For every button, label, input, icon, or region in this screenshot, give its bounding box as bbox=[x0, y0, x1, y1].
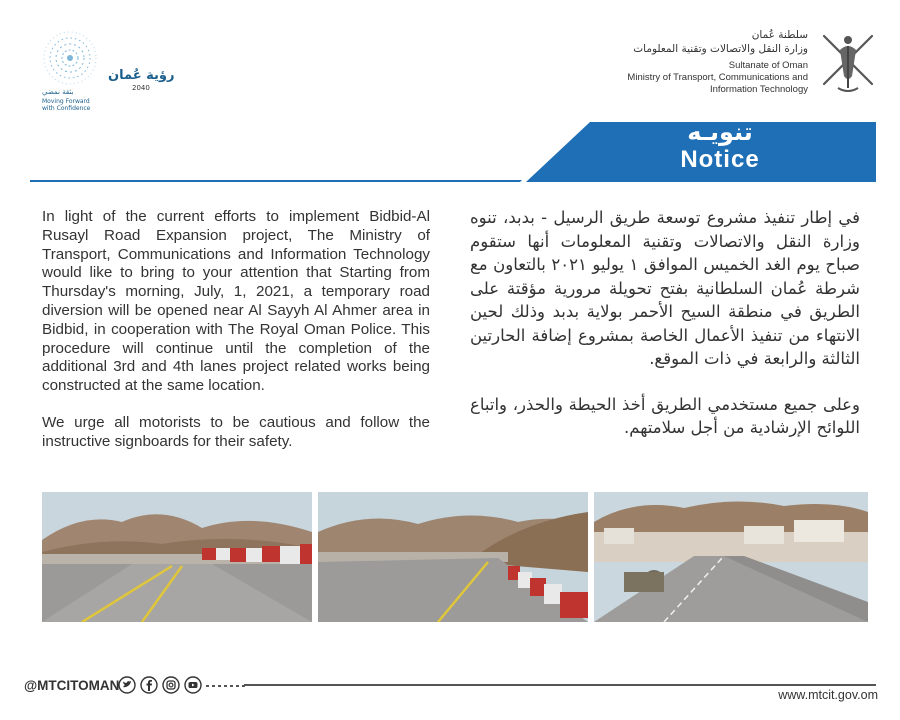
oman-vision-2040-logo bbox=[40, 28, 180, 112]
ministry-name-english bbox=[627, 60, 808, 96]
arabic-body bbox=[470, 206, 860, 462]
vision-tagline-ar: بثقة نمضي bbox=[42, 88, 74, 96]
vision-tagline-en-2: with Confidence bbox=[42, 105, 91, 112]
notice-title-ar: تنويـه bbox=[687, 118, 753, 146]
vision-swirl-icon bbox=[40, 28, 100, 92]
ministry-en-1: Ministry of Transport, Communications and bbox=[627, 72, 808, 83]
road-photo-1 bbox=[42, 492, 312, 622]
english-body bbox=[42, 208, 430, 470]
vision-year: 2040 bbox=[132, 84, 150, 92]
photo-strip bbox=[42, 492, 868, 622]
arabic-paragraph-1: في إطار تنفيذ مشروع توسعة طريق الرسيل - بدبد، تنوه وزارة النقل والاتصالات وتقنية المعلومات أنها ستقوم صباح يوم الغد الخميس الموافق ١ يوليو ٢٠٢١ بالتعاون مع شرطة عُمان السلطانية بفتح تحويلة مرورية مؤقتة على الطريق في منطقة السيح الأحمر بولاية بدبد وذلك لحين الانتهاء من تنفيذ الأعمال الخاصة بمشروع إضافة الحارتين الثالثة والرابعة في ذات الموقع. bbox=[470, 208, 860, 368]
website-link[interactable]: www.mtcit.gov.om bbox=[778, 688, 878, 702]
english-paragraph-1: In light of the current efforts to implement Bidbid-Al Rusayl Road Expansion project, The Ministry of Transport, Communications and Information Technology would like to bring to your attention that Starting from Thursday's morning, July, 1, 2021, a temporary road diversion will be opened near Al Sayyh Al Ahmer area in Bidbid, in cooperation with The Royal Oman Police. This procedure will continue until the completion of the additional 3rd and 4th lanes project related works being constructed at the same location. bbox=[42, 208, 430, 395]
arabic-paragraph-2: وعلى جميع مستخدمي الطريق أخذ الحيطة والحذر، واتباع اللوائح الإرشادية من أجل سلامتهم. bbox=[470, 394, 860, 437]
footer-divider bbox=[244, 684, 876, 686]
footer-dash-divider bbox=[206, 685, 246, 687]
notice-title-en: Notice bbox=[680, 146, 760, 173]
footer bbox=[0, 670, 900, 700]
oman-emblem-icon bbox=[816, 28, 880, 98]
twitter-icon[interactable] bbox=[118, 676, 136, 694]
english-paragraph-2: We urge all motorists to be cautious and follow the instructive signboards for their safety. bbox=[42, 413, 430, 450]
social-handle[interactable]: @MTCITOMAN bbox=[24, 678, 120, 693]
ministry-en-2: Information Technology bbox=[709, 84, 808, 95]
road-photo-2 bbox=[318, 492, 588, 622]
vision-tagline-en-1: Moving Forward bbox=[42, 98, 90, 105]
ministry-ar: وزارة النقل والاتصالات وتقنية المعلومات bbox=[633, 43, 808, 55]
vision-arabic-title: رؤية عُمان bbox=[108, 68, 175, 83]
instagram-icon[interactable] bbox=[162, 676, 180, 694]
road-photo-3 bbox=[594, 492, 868, 622]
youtube-icon[interactable] bbox=[184, 676, 202, 694]
header bbox=[0, 0, 900, 110]
sultanate-ar: سلطنة عُمان bbox=[751, 29, 808, 41]
facebook-icon[interactable] bbox=[140, 676, 158, 694]
sultanate-en: Sultanate of Oman bbox=[728, 60, 808, 71]
ministry-name-arabic bbox=[633, 28, 808, 56]
